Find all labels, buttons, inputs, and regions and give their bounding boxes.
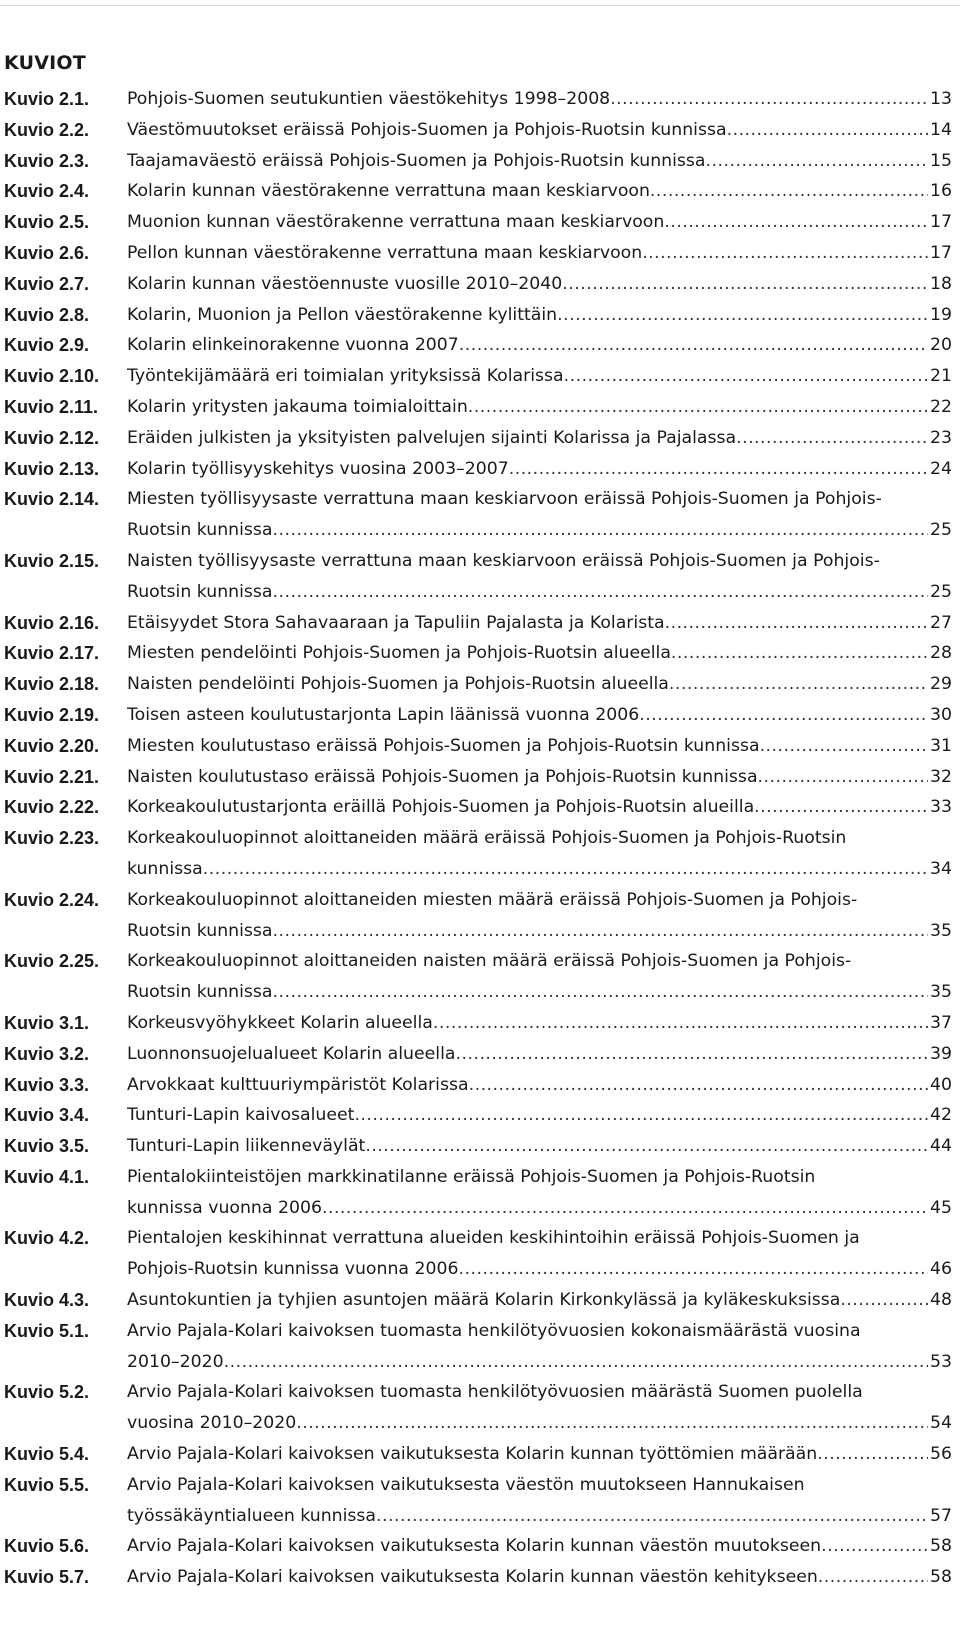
page-number: 32 bbox=[930, 766, 952, 787]
figure-title-line: Muonion kunnan väestörakenne verrattuna maan keskiarvoon bbox=[127, 212, 665, 233]
toc-entry[interactable] bbox=[4, 946, 952, 1008]
dot-leader bbox=[754, 792, 928, 823]
page-number: 18 bbox=[930, 273, 952, 294]
figure-title-line: Ruotsin kunnissa bbox=[127, 920, 273, 941]
dot-leader bbox=[821, 1531, 928, 1562]
toc-entry[interactable] bbox=[4, 731, 952, 762]
figure-number: Kuvio 2.25. bbox=[4, 951, 100, 972]
figure-number: Kuvio 2.8. bbox=[4, 304, 90, 325]
dot-leader bbox=[458, 1254, 928, 1285]
figure-number: Kuvio 2.17. bbox=[4, 643, 100, 664]
figure-number: Kuvio 4.2. bbox=[4, 1228, 90, 1249]
dot-leader bbox=[840, 1285, 928, 1316]
page-number: 15 bbox=[930, 150, 952, 171]
dot-leader bbox=[365, 1131, 928, 1162]
figure-number: Kuvio 2.11. bbox=[4, 396, 99, 417]
figure-number: Kuvio 2.18. bbox=[4, 674, 100, 695]
figure-title-line: Arvio Pajala-Kolari kaivoksen vaikutuksesta Kolarin kunnan väestön muutokseen bbox=[127, 1536, 822, 1557]
figure-title-line: Arvokkaat kulttuuriympäristöt Kolarissa bbox=[127, 1074, 469, 1095]
figure-title-line: Kolarin, Muonion ja Pellon väestörakenne kylittäin bbox=[127, 304, 558, 325]
toc-entry[interactable] bbox=[4, 1039, 952, 1070]
dot-leader bbox=[459, 330, 928, 361]
figure-number: Kuvio 2.19. bbox=[4, 704, 100, 725]
figure-number: Kuvio 2.24. bbox=[4, 889, 100, 910]
figure-number: Kuvio 2.12. bbox=[4, 427, 100, 448]
figure-number: Kuvio 2.23. bbox=[4, 828, 100, 849]
page-number: 14 bbox=[930, 119, 952, 140]
top-divider bbox=[0, 5, 960, 6]
page-number: 28 bbox=[930, 643, 952, 664]
page-number: 29 bbox=[930, 674, 952, 695]
toc-entry[interactable] bbox=[4, 392, 952, 423]
figure-title-line: Arvio Pajala-Kolari kaivoksen vaikutuksesta Kolarin kunnan työttömien määrään bbox=[127, 1444, 818, 1465]
figure-title-line: Ruotsin kunnissa bbox=[127, 520, 273, 541]
figure-title-line: Kolarin työllisyyskehitys vuosina 2003–2007 bbox=[127, 458, 509, 479]
figure-number: Kuvio 2.4. bbox=[4, 181, 90, 202]
figure-title-line: Naisten työllisyysaste verrattuna maan keskiarvoon eräissä Pohjois-Suomen ja Pohjois- bbox=[127, 550, 880, 571]
toc-entry[interactable] bbox=[4, 1070, 952, 1101]
page-number: 48 bbox=[930, 1290, 952, 1311]
dot-leader bbox=[322, 1193, 928, 1224]
figure-title-line: Toisen asteen koulutustarjonta Lapin läänissä vuonna 2006 bbox=[127, 704, 640, 725]
page-number: 25 bbox=[930, 520, 952, 541]
page-number: 45 bbox=[930, 1197, 952, 1218]
figure-title-line: Arvio Pajala-Kolari kaivoksen vaikutuksesta Kolarin kunnan väestön kehitykseen bbox=[127, 1567, 818, 1588]
figure-title-line: Miesten koulutustaso eräissä Pohjois-Suomen ja Pohjois-Ruotsin kunnissa bbox=[127, 735, 760, 756]
page-number: 21 bbox=[930, 366, 952, 387]
figure-number: Kuvio 3.4. bbox=[4, 1105, 90, 1126]
figure-title-line: Korkeakoulutustarjonta eräillä Pohjois-Suomen ja Pohjois-Ruotsin alueilla bbox=[127, 797, 755, 818]
figure-title-line: Korkeusvyöhykkeet Kolarin alueella bbox=[127, 1012, 433, 1033]
toc-entry[interactable] bbox=[4, 1285, 952, 1316]
figure-number: Kuvio 2.1. bbox=[4, 89, 90, 109]
dot-leader bbox=[273, 977, 928, 1008]
figure-title-line: Ruotsin kunnissa bbox=[127, 982, 273, 1003]
page-number: 44 bbox=[930, 1136, 952, 1157]
toc-entry[interactable] bbox=[4, 546, 952, 608]
figure-number: Kuvio 2.20. bbox=[4, 735, 100, 756]
figure-title-line: Etäisyydet Stora Sahavaaraan ja Tapuliin Pajalasta ja Kolarista bbox=[127, 612, 665, 633]
figure-number: Kuvio 3.1. bbox=[4, 1012, 90, 1033]
toc-entry[interactable] bbox=[4, 762, 952, 793]
toc-entry[interactable] bbox=[4, 176, 952, 207]
toc-entry[interactable] bbox=[4, 484, 952, 546]
figure-title-line: kunnissa bbox=[127, 858, 203, 879]
dot-leader bbox=[760, 731, 928, 762]
toc-entry[interactable] bbox=[4, 1377, 952, 1439]
figure-title-line: Korkeakouluopinnot aloittaneiden miesten määrä eräissä Pohjois-Suomen ja Pohjois- bbox=[127, 889, 858, 910]
dot-leader bbox=[203, 854, 928, 885]
figure-number: Kuvio 2.5. bbox=[4, 212, 90, 233]
figure-title-line: Pientalojen keskihinnat verrattuna alueiden keskihintoihin eräissä Pohjois-Suomen ja bbox=[127, 1228, 860, 1249]
toc-entry[interactable] bbox=[4, 792, 952, 823]
figure-number: Kuvio 2.7. bbox=[4, 273, 90, 294]
figure-title-line: Korkeakouluopinnot aloittaneiden määrä eräissä Pohjois-Suomen ja Pohjois-Ruotsin bbox=[127, 828, 847, 849]
figure-title-line: Kolarin kunnan väestörakenne verrattuna maan keskiarvoon bbox=[127, 181, 650, 202]
page-number: 33 bbox=[930, 797, 952, 818]
figure-title-line: Arvio Pajala-Kolari kaivoksen tuomasta henkilötyövuosien kokonaismäärästä vuosina bbox=[127, 1320, 861, 1341]
page-number: 20 bbox=[930, 335, 952, 356]
figure-number: Kuvio 3.2. bbox=[4, 1043, 90, 1064]
dot-leader bbox=[639, 700, 928, 731]
page-number: 35 bbox=[930, 982, 952, 1003]
page-number: 25 bbox=[930, 581, 952, 602]
page-number: 54 bbox=[930, 1413, 952, 1434]
toc-entry[interactable] bbox=[4, 885, 952, 947]
dot-leader bbox=[455, 1039, 928, 1070]
dot-leader bbox=[296, 1408, 928, 1439]
figure-list bbox=[4, 84, 952, 1593]
dot-leader bbox=[273, 577, 928, 608]
page-number: 39 bbox=[930, 1043, 952, 1064]
dot-leader bbox=[433, 1008, 928, 1039]
page-number: 53 bbox=[930, 1351, 952, 1372]
dot-leader bbox=[758, 762, 928, 793]
dot-leader bbox=[564, 361, 928, 392]
figure-number: Kuvio 2.6. bbox=[4, 242, 90, 263]
figure-title-line: Väestömuutokset eräissä Pohjois-Suomen ja Pohjois-Ruotsin kunnissa bbox=[127, 119, 727, 140]
figure-number: Kuvio 4.1. bbox=[4, 1166, 90, 1187]
toc-entry[interactable] bbox=[4, 1439, 952, 1470]
figure-title-line: 2010–2020 bbox=[127, 1351, 224, 1372]
dot-leader bbox=[736, 423, 928, 454]
page-number: 30 bbox=[930, 704, 952, 725]
toc-entry[interactable] bbox=[4, 84, 952, 115]
dot-leader bbox=[354, 1100, 928, 1131]
page-number: 23 bbox=[930, 427, 952, 448]
figure-number: Kuvio 2.22. bbox=[4, 797, 100, 818]
dot-leader bbox=[468, 392, 928, 423]
figure-title-line: Eräiden julkisten ja yksityisten palvelujen sijainti Kolarissa ja Pajalassa bbox=[127, 427, 737, 448]
dot-leader bbox=[224, 1347, 928, 1378]
figure-number: Kuvio 2.10. bbox=[4, 366, 100, 387]
figure-title-line: Asuntokuntien ja tyhjien asuntojen määrä Kolarin Kirkonkylässä ja kyläkeskuksissa bbox=[127, 1290, 841, 1311]
dot-leader bbox=[817, 1439, 928, 1470]
dot-leader bbox=[610, 84, 928, 115]
figure-number: Kuvio 2.16. bbox=[4, 612, 100, 633]
page-number: 35 bbox=[930, 920, 952, 941]
figure-title-line: Miesten pendelöinti Pohjois-Suomen ja Pohjois-Ruotsin alueella bbox=[127, 643, 671, 664]
toc-entry[interactable] bbox=[4, 638, 952, 669]
toc-entry[interactable] bbox=[4, 1470, 952, 1532]
figure-title-line: Pientalokiinteistöjen markkinatilanne eräissä Pohjois-Suomen ja Pohjois-Ruotsin bbox=[127, 1166, 816, 1187]
toc-entry[interactable] bbox=[4, 1100, 952, 1131]
dot-leader bbox=[650, 176, 928, 207]
toc-entry[interactable] bbox=[4, 238, 952, 269]
dot-leader bbox=[469, 1070, 928, 1101]
figure-title-line: Kolarin elinkeinorakenne vuonna 2007 bbox=[127, 335, 459, 356]
dot-leader bbox=[706, 146, 929, 177]
toc-entry[interactable] bbox=[4, 454, 952, 485]
toc-entry[interactable] bbox=[4, 207, 952, 238]
page-number: 58 bbox=[930, 1536, 952, 1557]
page-number: 13 bbox=[930, 89, 952, 109]
page-number: 42 bbox=[930, 1105, 952, 1126]
dot-leader bbox=[376, 1501, 928, 1532]
figure-number: Kuvio 5.5. bbox=[4, 1474, 90, 1495]
page-number: 22 bbox=[930, 396, 952, 417]
page-number: 17 bbox=[930, 212, 952, 233]
dot-leader bbox=[273, 916, 928, 947]
toc-entry[interactable] bbox=[4, 1531, 952, 1562]
toc-entry[interactable] bbox=[4, 300, 952, 331]
page-number: 57 bbox=[930, 1505, 952, 1526]
dot-leader bbox=[818, 1562, 928, 1593]
toc-entry[interactable] bbox=[4, 1131, 952, 1162]
figure-title-line: kunnissa vuonna 2006 bbox=[127, 1197, 322, 1218]
figure-number: Kuvio 2.9. bbox=[4, 335, 90, 356]
figure-title-line: Luonnonsuojelualueet Kolarin alueella bbox=[127, 1043, 456, 1064]
figure-title-line: Tunturi-Lapin liikenneväylät bbox=[127, 1136, 366, 1157]
toc-entry[interactable] bbox=[4, 269, 952, 300]
page-number: 17 bbox=[930, 242, 952, 263]
figure-number: Kuvio 4.3. bbox=[4, 1290, 90, 1311]
figure-title-line: Korkeakouluopinnot aloittaneiden naisten määrä eräissä Pohjois-Suomen ja Pohjois- bbox=[127, 951, 852, 972]
figure-number: Kuvio 2.21. bbox=[4, 766, 100, 787]
page-number: 46 bbox=[930, 1259, 952, 1280]
figure-title-line: Tunturi-Lapin kaivosalueet bbox=[127, 1105, 355, 1126]
figure-title-line: Arvio Pajala-Kolari kaivoksen tuomasta henkilötyövuosien määrästä Suomen puolella bbox=[127, 1382, 863, 1403]
toc-entry[interactable] bbox=[4, 1316, 952, 1378]
dot-leader bbox=[562, 269, 928, 300]
toc-entry[interactable] bbox=[4, 115, 952, 146]
figure-title-line: Pellon kunnan väestörakenne verrattuna maan keskiarvoon bbox=[127, 242, 643, 263]
toc-entry[interactable] bbox=[4, 423, 952, 454]
figure-title-line: Naisten koulutustaso eräissä Pohjois-Suomen ja Pohjois-Ruotsin kunnissa bbox=[127, 766, 758, 787]
toc-entry[interactable] bbox=[4, 330, 952, 361]
figure-title-line: työssäkäyntialueen kunnissa bbox=[127, 1505, 377, 1526]
figure-number: Kuvio 5.1. bbox=[4, 1320, 90, 1341]
dot-leader bbox=[665, 608, 928, 639]
figure-number: Kuvio 2.13. bbox=[4, 458, 100, 479]
toc-entry[interactable] bbox=[4, 1562, 952, 1593]
figure-title-line: Pohjois-Suomen seutukuntien väestökehitys 1998–2008 bbox=[127, 89, 611, 109]
dot-leader bbox=[642, 238, 928, 269]
dot-leader bbox=[273, 515, 928, 546]
dot-leader bbox=[671, 638, 928, 669]
figure-title-line: Taajamaväestö eräissä Pohjois-Suomen ja Pohjois-Ruotsin kunnissa bbox=[127, 150, 706, 171]
page-number: 16 bbox=[930, 181, 952, 202]
figure-title-line: Työntekijämäärä eri toimialan yrityksissä Kolarissa bbox=[127, 366, 564, 387]
figure-number: Kuvio 5.4. bbox=[4, 1444, 90, 1465]
page-number: 58 bbox=[930, 1567, 952, 1588]
dot-leader bbox=[664, 207, 928, 238]
page-number: 31 bbox=[930, 735, 952, 756]
page-number: 27 bbox=[930, 612, 952, 633]
page-title: KUVIOT bbox=[4, 52, 86, 74]
toc-entry[interactable] bbox=[4, 700, 952, 731]
figure-title-line: Kolarin kunnan väestöennuste vuosille 2010–2040 bbox=[127, 273, 563, 294]
page-number: 19 bbox=[930, 304, 952, 325]
figure-number: Kuvio 5.7. bbox=[4, 1567, 90, 1588]
page-number: 34 bbox=[930, 858, 952, 879]
figure-title-line: vuosina 2010–2020 bbox=[127, 1413, 297, 1434]
figure-number: Kuvio 2.2. bbox=[4, 119, 90, 140]
dot-leader bbox=[669, 669, 928, 700]
toc-entry[interactable] bbox=[4, 1223, 952, 1285]
page-number: 56 bbox=[930, 1444, 952, 1465]
dot-leader bbox=[557, 300, 928, 331]
figure-title-line: Naisten pendelöinti Pohjois-Suomen ja Pohjois-Ruotsin alueella bbox=[127, 674, 669, 695]
figure-title-line: Kolarin yritysten jakauma toimialoittain bbox=[127, 396, 468, 417]
toc-entry[interactable] bbox=[4, 608, 952, 639]
page-number: 37 bbox=[930, 1012, 952, 1033]
figure-number: Kuvio 2.15. bbox=[4, 550, 100, 571]
toc-entry[interactable] bbox=[4, 1162, 952, 1224]
figure-title-line: Ruotsin kunnissa bbox=[127, 581, 273, 602]
figure-title-line: Arvio Pajala-Kolari kaivoksen vaikutuksesta väestön muutokseen Hannukaisen bbox=[127, 1474, 805, 1495]
dot-leader bbox=[727, 115, 928, 146]
figure-number: Kuvio 3.3. bbox=[4, 1074, 90, 1095]
toc-entry[interactable] bbox=[4, 361, 952, 392]
figure-number: Kuvio 5.2. bbox=[4, 1382, 90, 1403]
toc-entry[interactable] bbox=[4, 669, 952, 700]
figure-title-line: Miesten työllisyysaste verrattuna maan keskiarvoon eräissä Pohjois-Suomen ja Pohjois- bbox=[127, 489, 882, 510]
figure-title-line: Pohjois-Ruotsin kunnissa vuonna 2006 bbox=[127, 1259, 459, 1280]
toc-entry[interactable] bbox=[4, 146, 952, 177]
page-number: 24 bbox=[930, 458, 952, 479]
figure-number: Kuvio 3.5. bbox=[4, 1136, 90, 1157]
figure-number: Kuvio 2.3. bbox=[4, 150, 90, 171]
dot-leader bbox=[509, 454, 928, 485]
figure-number: Kuvio 2.14. bbox=[4, 489, 100, 510]
toc-entry[interactable] bbox=[4, 1008, 952, 1039]
page-number: 40 bbox=[930, 1074, 952, 1095]
figure-number: Kuvio 5.6. bbox=[4, 1536, 90, 1557]
toc-entry[interactable] bbox=[4, 823, 952, 885]
